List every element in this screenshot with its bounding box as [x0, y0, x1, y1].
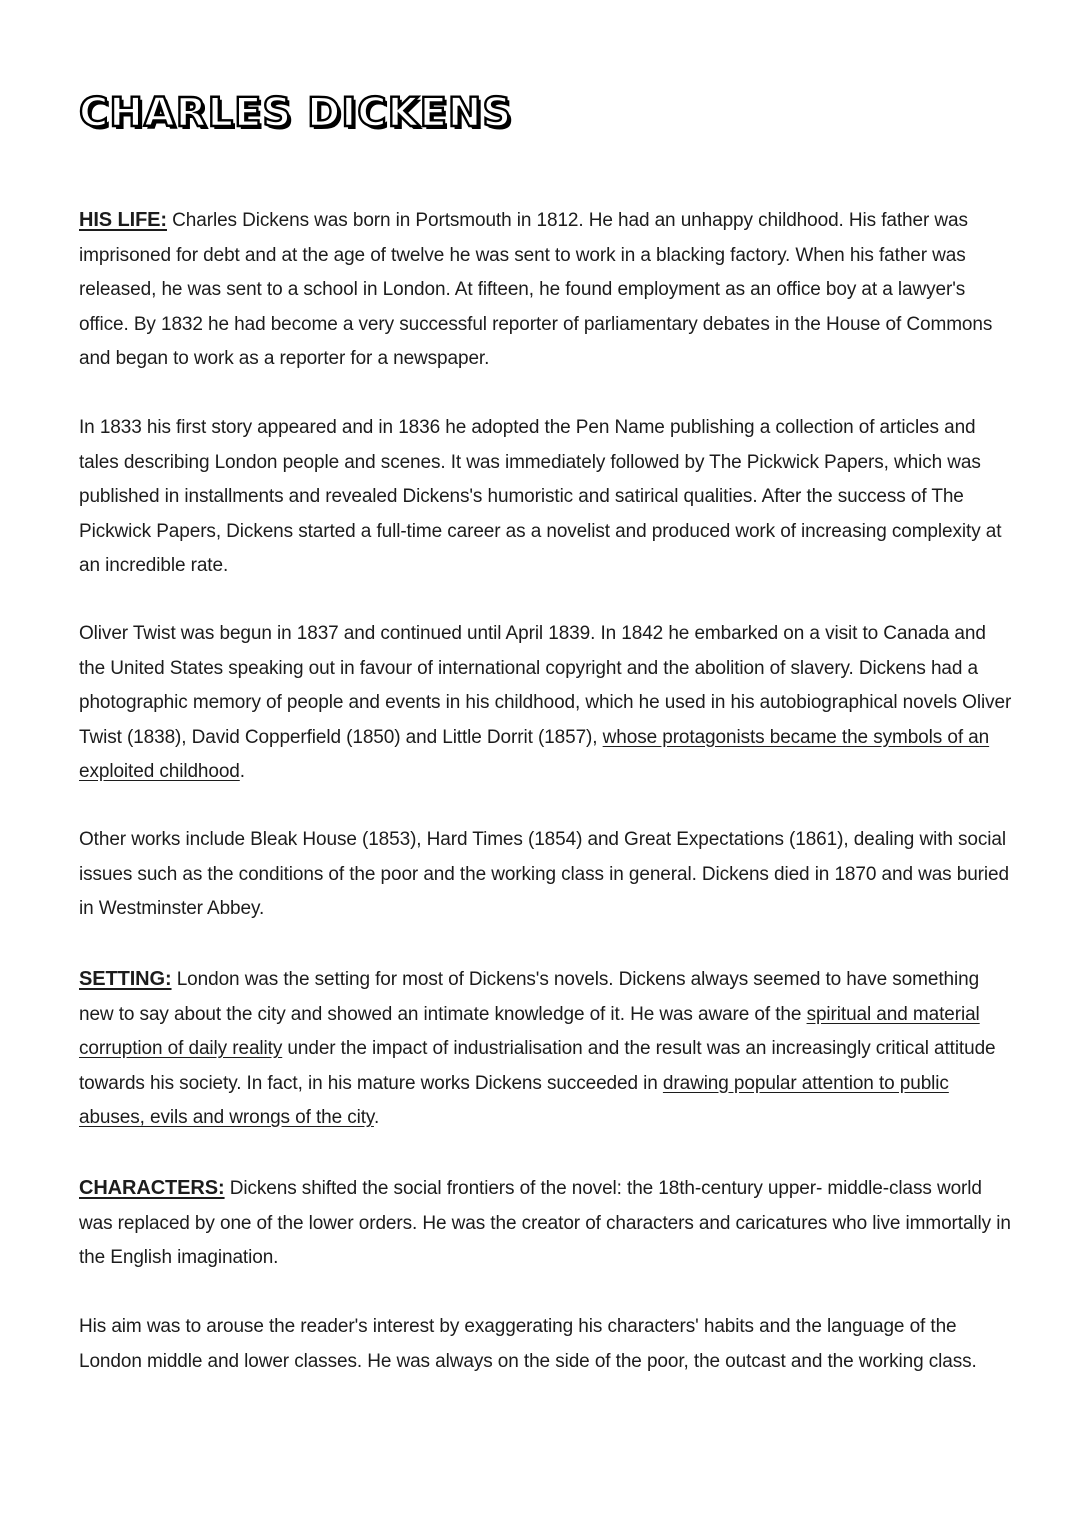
life-paragraph-1-text: Charles Dickens was born in Portsmouth in 1812. He had an unhappy childhood. His father was imprisoned for debt and at the age of twelve he was sent to work in a blacking factory. When his father was released, he was sent to a school in London. At fifteen, he found employment as an office boy at a lawyer's office. By 1832 he had become a very successful reporter of parliamentary debates in the House of Commons and began to work as a reporter for a newspaper. — [79, 210, 993, 369]
setting-underlined-2: drawing popular attention to public abuses, evils and wrongs of the city — [79, 1072, 949, 1128]
characters-paragraph-1 — [79, 1171, 1014, 1276]
characters-section-label: CHARACTERS: — [79, 1177, 225, 1199]
life-paragraph-4: Other works include Bleak House (1853), Hard Times (1854) and Great Expectations (1861), dealing with social issues such as the conditions of the poor and the working class in general. Dickens died in 1870 and was buried in Westminster Abbey. — [79, 829, 1009, 919]
life-paragraph-3-end: . — [239, 761, 245, 782]
setting-text-3: . — [373, 1107, 380, 1128]
setting-underlined-1: spiritual and material corruption of daily reality — [79, 1003, 980, 1059]
characters-paragraph-1-text: Dickens shifted the social frontiers of the novel: the 18th-century upper- middle-class world was replaced by one of the lower orders. He was the creator of characters and caricatures who live immortally in the English imagination. — [79, 1178, 1011, 1268]
page-title: CHARLES DICKENS — [79, 90, 513, 136]
life-paragraph-1 — [79, 203, 1014, 377]
life-paragraph-3-underlined: whose protagonists became the symbols of an exploited childhood — [79, 726, 990, 782]
life-paragraph-2: In 1833 his first story appeared and in 1836 he adopted the Pen Name publishing a collection of articles and tales describing London people and scenes. It was immediately followed by The Pickwick Papers, which was published in installments and revealed Dickens's humoristic and satirical qualities. After the success of The Pickwick Papers, Dickens started a full-time career as a novelist and produced work of increasing complexity at an incredible rate. — [79, 417, 1002, 576]
life-section-label: HIS LIFE: — [79, 209, 167, 231]
setting-paragraph — [79, 962, 1014, 1136]
characters-paragraph-2: His aim was to arouse the reader's interest by exaggerating his characters' habits and the language of the London middle and lower classes. He was always on the side of the poor, the outcast and the working class. — [79, 1316, 977, 1372]
setting-text-1: London was the setting for most of Dickens's novels. Dickens always seemed to have something new to say about the city and showed an intimate knowledge of it. He was aware of the — [79, 969, 980, 1025]
life-paragraph-3 — [79, 617, 1014, 790]
setting-section-label: SETTING: — [79, 968, 172, 990]
setting-text-2: under the impact of industrialisation and the result was an increasingly critical attitude towards his society. In fact, in his mature works Dickens succeeded in — [79, 1038, 996, 1094]
life-paragraph-3-text: Oliver Twist was begun in 1837 and continued until April 1839. In 1842 he embarked on a visit to Canada and the United States speaking out in favour of international copyright and the abolition of slavery. Dickens had a photographic memory of people and events in his childhood, which he used in his autobiographical novels Oliver Twist (1838), David Copperfield (1850) and Little Dorrit (1857), — [79, 623, 1012, 748]
